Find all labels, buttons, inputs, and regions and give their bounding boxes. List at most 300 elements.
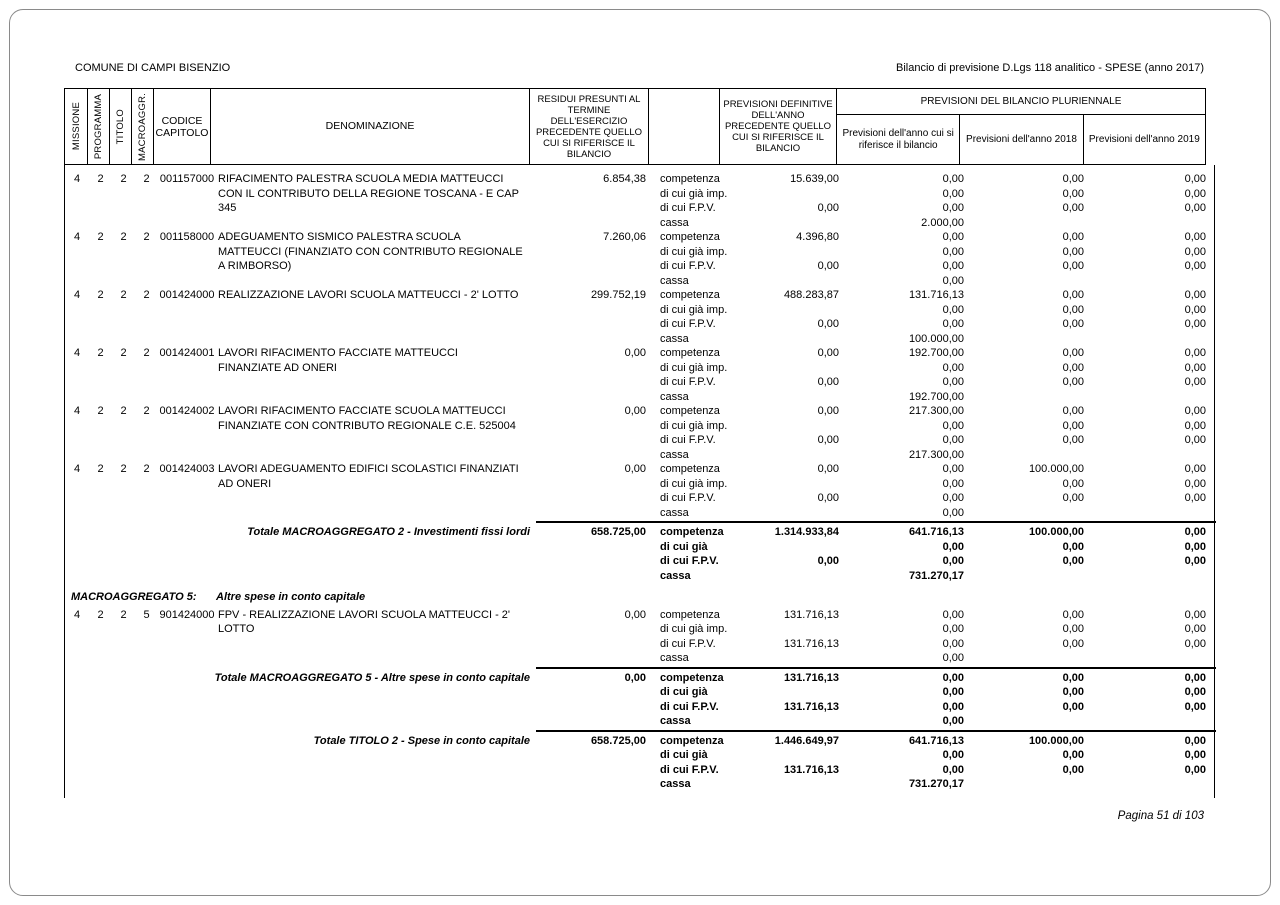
- anno-2018-cell: 0,00: [1062, 492, 1084, 504]
- anno-riferimento-cell: 0,00: [942, 555, 964, 567]
- anno-2019-cell: [1093, 777, 1216, 792]
- value-line: [536, 777, 1216, 792]
- value-line: [536, 172, 1216, 187]
- residui-cell: 0,00: [624, 671, 646, 684]
- line-label: di cui F.P.V.: [660, 700, 719, 713]
- anno-riferimento-cell: 641.716,13: [908, 734, 964, 747]
- missione-cell: 4: [73, 289, 81, 301]
- previsioni-definitive-cell: [728, 390, 846, 405]
- anno-2018-cell: [969, 390, 1093, 405]
- line-label: di cui già imp.: [660, 187, 728, 200]
- value-line: [536, 245, 1216, 260]
- anno-2018-cell: [969, 777, 1093, 792]
- anno-2018-cell: 0,00: [1062, 419, 1084, 432]
- missione-cell: 4: [73, 173, 81, 185]
- value-line: [536, 216, 1216, 231]
- value-line: [536, 317, 1216, 332]
- previsioni-definitive-cell: 488.283,87: [783, 289, 839, 301]
- anno-riferimento-cell: 131.716,13: [908, 289, 964, 301]
- previsioni-definitive-cell: 0,00: [817, 318, 839, 330]
- residui-cell: 658.725,00: [590, 526, 646, 538]
- anno-riferimento-cell: 192.700,00: [908, 390, 964, 403]
- value-line: [536, 569, 1216, 584]
- residui-cell: [536, 216, 656, 231]
- anno-2018-cell: [969, 274, 1093, 289]
- line-label: di cui già imp.: [660, 245, 728, 258]
- anno-2019-cell: 0,00: [1184, 463, 1206, 475]
- residui-cell: [536, 245, 656, 260]
- row-values: [536, 172, 1216, 230]
- anno-riferimento-cell: 0,00: [942, 318, 964, 330]
- section-row: [65, 590, 1214, 605]
- previsioni-definitive-cell: [728, 540, 846, 555]
- anno-2018-cell: 0,00: [1062, 637, 1084, 650]
- titolo-cell: 2: [120, 289, 127, 301]
- previsioni-definitive-cell: [728, 361, 846, 376]
- table-row: [65, 172, 1214, 230]
- codice-capitolo-cell: 001424001: [159, 347, 215, 359]
- header-denominazione: DENOMINAZIONE: [210, 88, 530, 165]
- value-line: [536, 361, 1216, 376]
- residui-cell: [536, 375, 656, 390]
- anno-riferimento-cell: 0,00: [942, 260, 964, 272]
- residui-cell: 0,00: [624, 463, 646, 475]
- anno-2019-cell: [1093, 714, 1216, 729]
- previsioni-definitive-cell: 1.314.933,84: [774, 526, 839, 538]
- residui-cell: [536, 491, 656, 506]
- previsioni-definitive-cell: 0,00: [817, 405, 839, 417]
- anno-2019-cell: [1093, 569, 1216, 584]
- header-missione-label: MISSIONE: [70, 102, 82, 151]
- anno-2019-cell: 0,00: [1184, 734, 1206, 747]
- anno-2019-cell: 0,00: [1184, 405, 1206, 417]
- budget-table: [64, 88, 1215, 798]
- residui-cell: [536, 763, 656, 778]
- residui-cell: [536, 187, 656, 202]
- residui-cell: [536, 274, 656, 289]
- value-line: [536, 608, 1216, 623]
- titolo-cell: 2: [120, 608, 127, 621]
- line-label: competenza: [660, 173, 720, 185]
- previsioni-definitive-cell: [728, 477, 846, 492]
- header-titolo: [109, 88, 132, 165]
- previsioni-definitive-cell: [728, 714, 846, 729]
- table-row: [65, 288, 1214, 346]
- missione-cell: 4: [73, 405, 81, 417]
- anno-2019-cell: 0,00: [1184, 434, 1206, 446]
- macroaggr-cell: 2: [143, 173, 150, 185]
- table-body: [64, 165, 1215, 798]
- residui-cell: [536, 651, 656, 666]
- header-pluriennale-title: PREVISIONI DEL BILANCIO PLURIENNALE: [837, 89, 1205, 115]
- anno-2019-cell: 0,00: [1184, 187, 1206, 200]
- anno-2018-cell: 0,00: [1062, 187, 1084, 200]
- header-previsioni-definitive: PREVISIONI DEFINITIVE DELL'ANNO PRECEDENTE QUELLO CUI SI RIFERISCE IL BILANCIO: [719, 88, 837, 165]
- anno-2018-cell: 0,00: [1062, 749, 1084, 761]
- anno-2018-cell: 0,00: [1062, 303, 1084, 316]
- previsioni-definitive-cell: [728, 274, 846, 289]
- value-line: [536, 651, 1216, 666]
- line-label: competenza: [660, 608, 720, 621]
- anno-2018-cell: 0,00: [1062, 671, 1084, 684]
- line-label: competenza: [660, 526, 724, 538]
- total-row: [65, 730, 1214, 792]
- programma-cell: 2: [97, 289, 104, 301]
- anno-2018-cell: [969, 569, 1093, 584]
- residui-cell: [536, 569, 656, 584]
- anno-2018-cell: 0,00: [1062, 608, 1084, 621]
- line-label: di cui già imp.: [660, 477, 728, 490]
- row-left: [65, 288, 536, 346]
- residui-cell: [536, 433, 656, 448]
- header-empty-cell: [648, 88, 720, 165]
- anno-riferimento-cell: 0,00: [942, 637, 964, 650]
- anno-riferimento-cell: 0,00: [942, 376, 964, 388]
- previsioni-definitive-cell: 0,00: [817, 555, 839, 567]
- line-label: competenza: [660, 671, 724, 684]
- anno-2018-cell: 0,00: [1062, 555, 1084, 567]
- value-line: [536, 375, 1216, 390]
- anno-2019-cell: 0,00: [1184, 686, 1206, 698]
- line-label: di cui già: [660, 686, 708, 698]
- anno-riferimento-cell: 0,00: [942, 274, 964, 287]
- codice-capitolo-cell: 001424003: [159, 463, 215, 475]
- row-values: [536, 346, 1216, 404]
- line-label: competenza: [660, 231, 720, 243]
- anno-riferimento-cell: 0,00: [942, 700, 964, 713]
- anno-2018-cell: 0,00: [1062, 245, 1084, 258]
- previsioni-definitive-cell: [728, 448, 846, 463]
- previsioni-definitive-cell: 0,00: [817, 492, 839, 504]
- residui-cell: [536, 259, 656, 274]
- value-line: [536, 201, 1216, 216]
- previsioni-definitive-cell: 1.446.649,97: [774, 734, 839, 747]
- previsioni-definitive-cell: 0,00: [817, 347, 839, 359]
- titolo-cell: 2: [120, 405, 127, 417]
- anno-2018-cell: 0,00: [1062, 376, 1084, 388]
- anno-2019-cell: [1093, 448, 1216, 463]
- table-row: [65, 608, 1214, 666]
- total-label: Totale TITOLO 2 - Spese in conto capitale: [313, 734, 530, 747]
- previsioni-definitive-cell: [728, 245, 846, 260]
- line-label: cassa: [660, 778, 691, 790]
- anno-2019-cell: [1093, 216, 1216, 231]
- header-macroaggr-label: MACROAGGR.: [137, 92, 148, 161]
- residui-cell: [536, 477, 656, 492]
- residui-cell: [536, 332, 656, 347]
- residui-cell: [536, 201, 656, 216]
- anno-2019-cell: 0,00: [1184, 289, 1206, 301]
- previsioni-definitive-cell: [728, 651, 846, 666]
- header-programma-label: PROGRAMMA: [93, 93, 104, 160]
- value-line: [536, 390, 1216, 405]
- previsioni-definitive-cell: [728, 569, 846, 584]
- anno-riferimento-cell: 0,00: [942, 671, 964, 684]
- value-line: [536, 332, 1216, 347]
- line-label: competenza: [660, 463, 720, 475]
- value-line: [536, 274, 1216, 289]
- previsioni-definitive-cell: 0,00: [817, 202, 839, 214]
- anno-2019-cell: [1093, 332, 1216, 347]
- anno-riferimento-cell: 2.000,00: [921, 216, 964, 229]
- value-line: [536, 622, 1216, 637]
- anno-2019-cell: 0,00: [1184, 749, 1206, 761]
- page-number: Pagina 51 di 103: [1117, 810, 1204, 822]
- value-line: [536, 525, 1216, 540]
- programma-cell: 2: [97, 347, 104, 359]
- anno-2018-cell: 0,00: [1062, 173, 1084, 185]
- anno-2018-cell: 0,00: [1062, 318, 1084, 330]
- anno-riferimento-cell: 100.000,00: [908, 332, 964, 345]
- anno-2019-cell: 0,00: [1184, 202, 1206, 214]
- table-row: [65, 462, 1214, 520]
- codice-capitolo-cell: 001424000: [159, 289, 215, 301]
- anno-2018-cell: 0,00: [1062, 763, 1084, 776]
- anno-riferimento-cell: 0,00: [942, 652, 964, 664]
- value-line: [536, 462, 1216, 477]
- residui-cell: 0,00: [624, 405, 646, 417]
- line-label: di cui già imp.: [660, 623, 728, 635]
- value-line: [536, 187, 1216, 202]
- header-anno-2019: Previsioni dell'anno 2019: [1083, 115, 1205, 164]
- previsioni-definitive-cell: [728, 216, 846, 231]
- programma-cell: 2: [97, 463, 104, 475]
- value-line: [536, 540, 1216, 555]
- line-label: cassa: [660, 652, 689, 664]
- line-label: di cui già imp.: [660, 361, 728, 374]
- anno-2018-cell: 100.000,00: [1028, 463, 1084, 475]
- anno-riferimento-cell: 217.300,00: [908, 405, 964, 417]
- value-line: [536, 346, 1216, 361]
- residui-cell: [536, 390, 656, 405]
- value-line: [536, 637, 1216, 652]
- previsioni-definitive-cell: 4.396,80: [796, 231, 839, 243]
- residui-cell: 0,00: [624, 347, 646, 359]
- anno-riferimento-cell: 0,00: [942, 540, 964, 553]
- line-label: di cui F.P.V.: [660, 492, 716, 504]
- row-left: [65, 521, 536, 583]
- anno-riferimento-cell: 0,00: [942, 361, 964, 374]
- anno-2019-cell: 0,00: [1184, 361, 1206, 374]
- entity-title: COMUNE DI CAMPI BISENZIO: [75, 62, 231, 74]
- anno-2018-cell: [969, 651, 1093, 666]
- residui-cell: [536, 419, 656, 434]
- anno-2019-cell: 0,00: [1184, 245, 1206, 258]
- anno-2019-cell: [1093, 506, 1216, 521]
- anno-riferimento-cell: 0,00: [942, 715, 964, 727]
- value-line: [536, 303, 1216, 318]
- line-label: di cui già: [660, 749, 708, 761]
- previsioni-definitive-cell: [728, 332, 846, 347]
- row-values: [536, 462, 1216, 520]
- previsioni-definitive-cell: 0,00: [817, 376, 839, 388]
- anno-riferimento-cell: 0,00: [942, 506, 964, 519]
- line-label: cassa: [660, 216, 689, 229]
- residui-cell: [536, 506, 656, 521]
- anno-2019-cell: 0,00: [1184, 173, 1206, 185]
- residui-cell: [536, 714, 656, 729]
- anno-riferimento-cell: 0,00: [942, 173, 964, 185]
- header-pluriennale-subcolumns: [837, 115, 1205, 164]
- anno-riferimento-cell: 0,00: [942, 608, 964, 621]
- value-line: [536, 230, 1216, 245]
- value-line: [536, 734, 1216, 749]
- row-values: [536, 608, 1216, 666]
- anno-riferimento-cell: 217.300,00: [908, 448, 964, 461]
- table-row: [65, 346, 1214, 404]
- anno-2019-cell: 0,00: [1184, 763, 1206, 776]
- residui-cell: [536, 361, 656, 376]
- row-left: [65, 730, 536, 792]
- anno-riferimento-cell: 731.270,17: [908, 569, 964, 582]
- anno-2019-cell: 0,00: [1184, 347, 1206, 359]
- previsioni-definitive-cell: 0,00: [817, 463, 839, 475]
- previsioni-definitive-cell: 0,00: [817, 260, 839, 272]
- anno-riferimento-cell: 0,00: [942, 303, 964, 316]
- anno-2019-cell: 0,00: [1184, 700, 1206, 713]
- value-line: [536, 288, 1216, 303]
- anno-2019-cell: 0,00: [1184, 555, 1206, 567]
- anno-riferimento-cell: 0,00: [942, 686, 964, 698]
- missione-cell: 4: [73, 347, 81, 359]
- previsioni-definitive-cell: 0,00: [817, 434, 839, 446]
- denominazione-cell: FPV - REALIZZAZIONE LAVORI SCUOLA MATTEUCCI - 2' LOTTO: [218, 608, 511, 635]
- anno-2018-cell: 0,00: [1062, 540, 1084, 553]
- residui-cell: [536, 622, 656, 637]
- missione-cell: 4: [73, 608, 81, 621]
- value-line: [536, 506, 1216, 521]
- anno-riferimento-cell: 0,00: [942, 231, 964, 243]
- anno-2018-cell: 0,00: [1062, 686, 1084, 698]
- anno-2018-cell: 0,00: [1062, 347, 1084, 359]
- residui-cell: 0,00: [624, 608, 646, 621]
- value-line: [536, 748, 1216, 763]
- table-row: [65, 404, 1214, 462]
- anno-riferimento-cell: 0,00: [942, 763, 964, 776]
- previsioni-definitive-cell: 131.716,13: [783, 671, 839, 684]
- row-left: [65, 172, 536, 230]
- titolo-cell: 2: [120, 231, 127, 243]
- previsioni-definitive-cell: [728, 748, 846, 763]
- row-values: [536, 404, 1216, 462]
- value-line: [536, 259, 1216, 274]
- anno-riferimento-cell: 0,00: [942, 419, 964, 432]
- anno-2019-cell: 0,00: [1184, 419, 1206, 432]
- line-label: competenza: [660, 347, 720, 359]
- anno-riferimento-cell: 192.700,00: [908, 347, 964, 359]
- previsioni-definitive-cell: 131.716,13: [783, 763, 839, 776]
- row-values: [536, 667, 1216, 729]
- value-line: [536, 671, 1216, 686]
- anno-riferimento-cell: 0,00: [942, 749, 964, 761]
- anno-2019-cell: [1093, 651, 1216, 666]
- line-label: di cui F.P.V.: [660, 637, 716, 650]
- line-label: di cui F.P.V.: [660, 376, 716, 388]
- titolo-cell: 2: [120, 173, 127, 185]
- value-line: [536, 419, 1216, 434]
- header-macroaggr: [131, 88, 154, 165]
- anno-2018-cell: 0,00: [1062, 477, 1084, 490]
- anno-2019-cell: 0,00: [1184, 526, 1206, 538]
- anno-2019-cell: 0,00: [1184, 637, 1206, 650]
- line-label: cassa: [660, 390, 689, 403]
- codice-capitolo-cell: 001157000: [159, 173, 215, 185]
- anno-2019-cell: 0,00: [1184, 623, 1206, 635]
- value-line: [536, 433, 1216, 448]
- line-label: di cui F.P.V.: [660, 763, 719, 776]
- programma-cell: 2: [97, 173, 104, 185]
- denominazione-cell: RIFACIMENTO PALESTRA SCUOLA MEDIA MATTEUCCI CON IL CONTRIBUTO DELLA REGIONE TOSCANA - E CAP 345: [218, 173, 519, 214]
- previsioni-definitive-cell: 131.716,13: [783, 637, 839, 650]
- macroaggr-cell: 5: [143, 608, 150, 621]
- value-line: [536, 700, 1216, 715]
- anno-2019-cell: 0,00: [1184, 492, 1206, 504]
- previsioni-definitive-cell: [728, 622, 846, 637]
- anno-2019-cell: 0,00: [1184, 608, 1206, 621]
- anno-riferimento-cell: 0,00: [942, 202, 964, 214]
- header-programma: [87, 88, 110, 165]
- programma-cell: 2: [97, 231, 104, 243]
- header-bilancio-pluriennale: [836, 88, 1206, 165]
- line-label: di cui già: [660, 540, 708, 553]
- line-label: di cui F.P.V.: [660, 318, 716, 330]
- anno-riferimento-cell: 0,00: [942, 463, 964, 475]
- anno-2019-cell: 0,00: [1184, 671, 1206, 684]
- anno-riferimento-cell: 0,00: [942, 187, 964, 200]
- total-label: Totale MACROAGGREGATO 5 - Altre spese in conto capitale: [214, 671, 530, 684]
- residui-cell: [536, 777, 656, 792]
- previsioni-definitive-cell: [728, 506, 846, 521]
- residui-cell: [536, 540, 656, 555]
- report-title: Bilancio di previsione D.Lgs 118 analitico - SPESE (anno 2017): [896, 62, 1204, 74]
- macroaggr-cell: 2: [143, 463, 150, 475]
- anno-riferimento-cell: 0,00: [942, 492, 964, 504]
- codice-capitolo-cell: 901424000: [159, 608, 215, 621]
- anno-2018-cell: 0,00: [1062, 434, 1084, 446]
- row-values: [536, 521, 1216, 583]
- denominazione-cell: LAVORI RIFACIMENTO FACCIATE SCUOLA MATTEUCCI FINANZIATE CON CONTRIBUTO REGIONALE C.E. 525004: [218, 405, 516, 432]
- residui-cell: [536, 317, 656, 332]
- residui-cell: [536, 748, 656, 763]
- denominazione-cell: LAVORI RIFACIMENTO FACCIATE MATTEUCCI FINANZIATE AD ONERI: [218, 347, 458, 374]
- header-anno-riferimento: Previsioni dell'anno cui si riferisce il bilancio: [842, 127, 954, 151]
- anno-2019-cell: 0,00: [1184, 260, 1206, 272]
- anno-2019-cell: [1093, 274, 1216, 289]
- table-row: [65, 230, 1214, 288]
- anno-riferimento-cell: 0,00: [942, 434, 964, 446]
- anno-2019-cell: [1093, 390, 1216, 405]
- value-line: [536, 763, 1216, 778]
- line-label: di cui F.P.V.: [660, 260, 716, 272]
- residui-cell: [536, 303, 656, 318]
- anno-2019-cell: 0,00: [1184, 318, 1206, 330]
- anno-2018-cell: 100.000,00: [1028, 734, 1084, 747]
- total-row: [65, 667, 1214, 729]
- line-label: cassa: [660, 274, 689, 287]
- anno-2018-cell: 0,00: [1062, 623, 1084, 635]
- missione-cell: 4: [73, 231, 81, 243]
- row-left: [65, 462, 536, 520]
- line-label: di cui F.P.V.: [660, 202, 716, 214]
- section-title: Altre spese in conto capitale: [216, 591, 366, 603]
- residui-cell: [536, 637, 656, 652]
- previsioni-definitive-cell: [728, 777, 846, 792]
- line-label: competenza: [660, 734, 724, 747]
- row-left: [65, 346, 536, 404]
- anno-2019-cell: 0,00: [1184, 231, 1206, 243]
- previsioni-definitive-cell: 131.716,13: [783, 700, 839, 713]
- anno-2018-cell: [969, 216, 1093, 231]
